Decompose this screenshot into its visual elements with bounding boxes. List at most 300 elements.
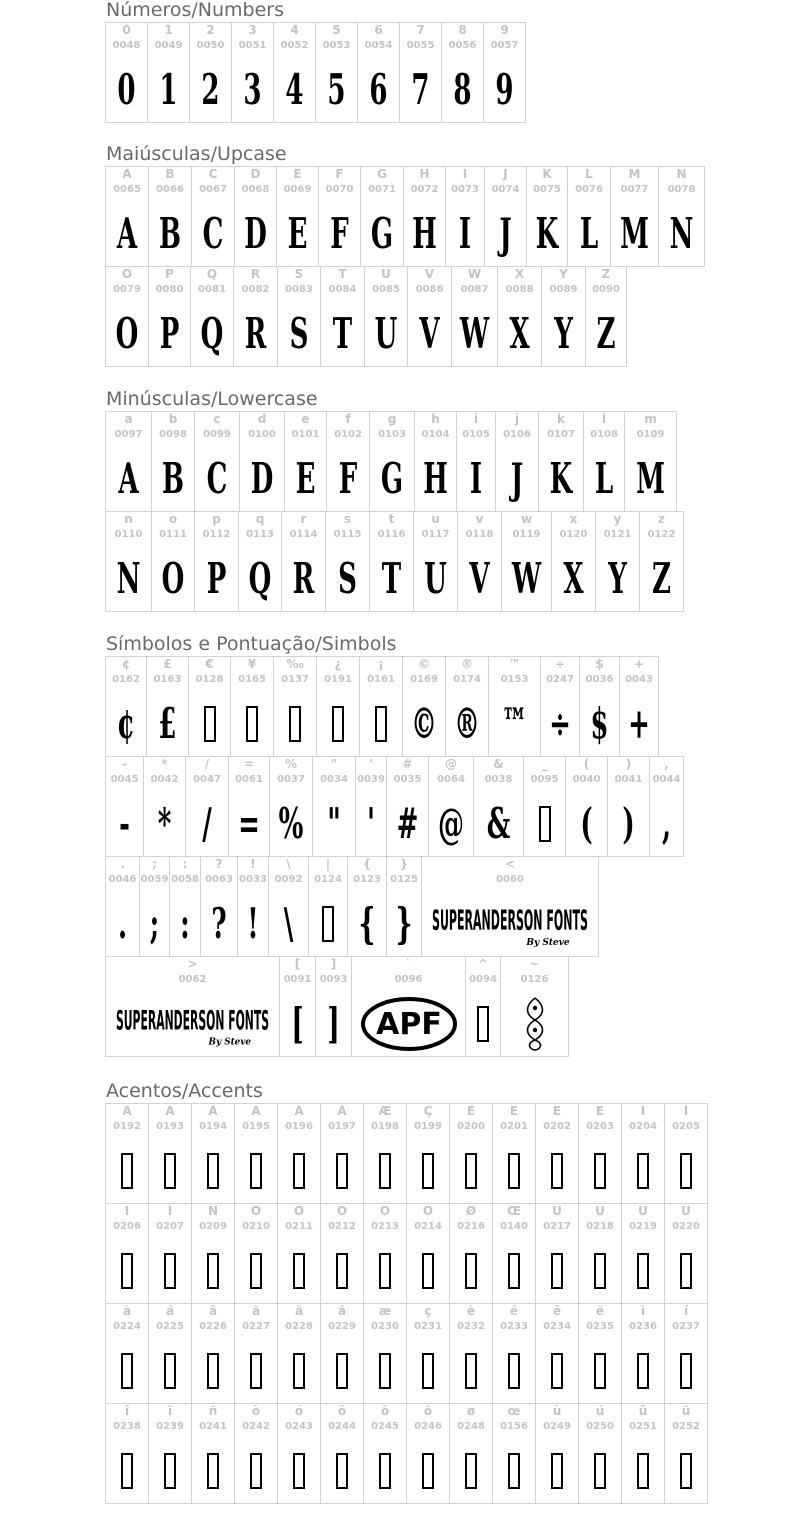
glyph-sample: Q xyxy=(248,554,272,603)
glyph-sample: O xyxy=(161,554,185,603)
missing-glyph-box-shape xyxy=(293,1253,305,1289)
glyph-code-label: 0244 xyxy=(328,1421,356,1432)
glyph-sample: U xyxy=(374,309,398,358)
glyph-cell xyxy=(445,656,489,757)
glyph-cell xyxy=(139,856,170,957)
missing-glyph-box-shape xyxy=(551,1453,563,1489)
glyph-character-label: i xyxy=(473,413,479,426)
glyph-character-label: H xyxy=(419,168,430,181)
glyph-code-label: 0075 xyxy=(533,184,561,195)
missing-glyph-box xyxy=(149,1442,191,1500)
glyph-sample: ; xyxy=(149,899,160,948)
glyph-code-label: 0217 xyxy=(543,1221,571,1232)
glyph-code-label: 0201 xyxy=(500,1121,528,1132)
glyph-sample: { xyxy=(358,899,376,948)
missing-glyph-box-shape xyxy=(121,1353,133,1389)
glyph-code-label: 0080 xyxy=(155,284,184,295)
glyph-cell xyxy=(664,1203,708,1304)
missing-glyph-box-shape xyxy=(680,1353,692,1389)
svg-text:By Steve: By Steve xyxy=(526,938,570,948)
glyph-sample: 7 xyxy=(411,65,430,114)
glyph-code-label: 0116 xyxy=(377,529,406,540)
missing-glyph-box-shape xyxy=(164,1453,176,1489)
glyph-character-label: c xyxy=(213,413,221,426)
glyph-character-label: ¿ xyxy=(334,658,342,671)
missing-glyph-box-shape xyxy=(250,1153,262,1189)
missing-glyph-box-shape xyxy=(680,1253,692,1289)
glyph-code-label: 0054 xyxy=(364,40,393,51)
glyph-cell xyxy=(185,756,229,857)
glyph-code-label: 0249 xyxy=(543,1421,571,1432)
glyph-cell xyxy=(326,411,370,512)
glyph-character-label: M xyxy=(628,168,641,181)
glyph-cell xyxy=(567,166,611,267)
glyph-character-label: f xyxy=(345,413,351,426)
missing-glyph-box-shape xyxy=(422,1353,434,1389)
glyph-cell xyxy=(456,411,496,512)
glyph-cell xyxy=(457,511,502,612)
glyph-cell xyxy=(535,1403,579,1504)
glyph-character-label: Ù xyxy=(552,1205,562,1218)
glyph-character-label: Ú xyxy=(595,1205,605,1218)
glyph-sample: L xyxy=(579,209,599,258)
glyph-cell xyxy=(269,756,313,857)
glyph-code-label: 0161 xyxy=(367,674,395,685)
glyph-code-label: 0043 xyxy=(625,674,653,685)
glyph-sample: J xyxy=(510,454,524,503)
missing-glyph-box xyxy=(321,1442,363,1500)
glyph-cell xyxy=(621,1303,665,1404)
glyph-code-label: 0109 xyxy=(636,429,665,440)
glyph-cell xyxy=(578,1303,622,1404)
glyph-code-label: 0243 xyxy=(285,1421,313,1432)
glyph-character-label: ~ xyxy=(529,958,540,971)
missing-glyph-box xyxy=(579,1442,621,1500)
glyph-character-label: l xyxy=(601,413,607,426)
glyph-code-label: 0196 xyxy=(285,1121,313,1132)
glyph-code-label: 0052 xyxy=(280,40,309,51)
glyph-character-label: E xyxy=(293,168,302,181)
glyph-sample: " xyxy=(327,799,341,848)
glyph-code-label: 0082 xyxy=(241,284,270,295)
glyph-code-label: 0214 xyxy=(414,1221,442,1232)
glyph-cell xyxy=(483,22,526,123)
glyph-character-label: " xyxy=(330,758,338,771)
glyph-sample: 3 xyxy=(243,65,262,114)
glyph-cell xyxy=(465,956,501,1057)
glyph-character-label: î xyxy=(124,1405,130,1418)
missing-glyph-box xyxy=(192,1442,234,1500)
glyph-cell xyxy=(484,166,527,267)
glyph-sample: 0 xyxy=(117,65,136,114)
glyph-sample: P xyxy=(159,309,180,358)
glyph-character-label: À xyxy=(122,1105,132,1118)
glyph-row xyxy=(105,856,683,957)
glyph-code-label: 0037 xyxy=(277,774,305,785)
missing-glyph-box-shape xyxy=(551,1353,563,1389)
glyph-code-label: 0230 xyxy=(371,1321,399,1332)
glyph-character-label: } xyxy=(399,858,409,871)
glyph-cell xyxy=(351,956,466,1057)
glyph-code-label: 0041 xyxy=(614,774,643,785)
glyph-cell xyxy=(523,756,566,857)
glyph-character-label: ü xyxy=(681,1405,691,1418)
glyph-cell xyxy=(406,1203,450,1304)
glyph-code-label: 0095 xyxy=(530,774,559,785)
glyph-cell xyxy=(105,266,149,367)
glyph-code-label: 0099 xyxy=(203,429,231,440)
glyph-cell xyxy=(441,22,484,123)
glyph-character-label: J xyxy=(503,168,508,181)
glyph-code-label: 0035 xyxy=(393,774,422,785)
glyph-cell xyxy=(151,411,195,512)
missing-glyph-box-shape xyxy=(551,1253,563,1289)
missing-glyph-box-shape xyxy=(207,1253,219,1289)
glyph-sample: 6 xyxy=(369,65,388,114)
missing-glyph-box-shape xyxy=(293,1453,305,1489)
glyph-character-label: z xyxy=(658,513,665,526)
glyph-character-label: ú xyxy=(595,1405,605,1418)
glyph-code-label: 0252 xyxy=(672,1421,700,1432)
missing-glyph-box-shape xyxy=(379,1253,391,1289)
missing-glyph-box-shape xyxy=(164,1153,176,1189)
glyph-code-label: 0193 xyxy=(156,1121,184,1132)
glyph-sample: D xyxy=(250,454,274,503)
glyph-sample: @ xyxy=(437,799,465,848)
glyph-character-label: Œ xyxy=(506,1205,521,1218)
glyph-code-label: 0120 xyxy=(559,529,588,540)
missing-glyph-box xyxy=(235,1342,277,1400)
section-title-numbers: Números/Numbers xyxy=(106,0,284,21)
glyph-sample: F xyxy=(338,454,358,503)
glyph-code-label: 0162 xyxy=(112,674,140,685)
glyph-character-label: m xyxy=(644,413,657,426)
glyph-cell xyxy=(624,411,677,512)
glyph-character-label: , xyxy=(664,758,669,771)
missing-glyph-box xyxy=(149,1342,191,1400)
glyph-cell xyxy=(578,1203,622,1304)
glyph-sample: + xyxy=(628,699,650,748)
glyph-cell xyxy=(363,1403,407,1504)
glyph-character-label: U xyxy=(381,268,391,281)
glyph-sample: [ xyxy=(291,999,304,1048)
glyph-character-label: 3 xyxy=(248,24,257,37)
glyph-character-label: : xyxy=(182,858,188,871)
glyph-cell xyxy=(399,22,442,123)
glyph-character-label: õ xyxy=(380,1405,390,1418)
glyph-code-label: 0220 xyxy=(672,1221,700,1232)
glyph-code-label: 0072 xyxy=(410,184,439,195)
glyph-sample: - xyxy=(119,799,130,848)
glyph-character-label: Ä xyxy=(294,1105,304,1118)
glyph-sample: T xyxy=(332,309,353,358)
glyph-character-label: o xyxy=(168,513,178,526)
missing-glyph-box xyxy=(360,695,402,753)
missing-glyph-box-shape xyxy=(250,1253,262,1289)
glyph-character-label: Ë xyxy=(595,1105,605,1118)
glyph-sample: C xyxy=(206,454,228,503)
missing-glyph-box xyxy=(407,1442,449,1500)
glyph-sample: C xyxy=(202,209,224,258)
glyph-character-label: Á xyxy=(165,1105,175,1118)
missing-glyph-box xyxy=(493,1442,535,1500)
glyph-code-label: 0087 xyxy=(460,284,489,295)
glyph-cell xyxy=(621,1403,665,1504)
glyph-cell xyxy=(619,656,659,757)
glyph-code-label: 0059 xyxy=(140,874,169,885)
glyph-code-label: 0216 xyxy=(457,1221,485,1232)
glyph-code-label: 0137 xyxy=(281,674,309,685)
glyph-code-label: 0237 xyxy=(672,1321,700,1332)
glyph-cell xyxy=(318,166,361,267)
glyph-sample: R xyxy=(244,309,267,358)
glyph-code-label: 0042 xyxy=(150,774,179,785)
missing-glyph-box-shape xyxy=(121,1453,133,1489)
glyph-code-label: 0204 xyxy=(629,1121,657,1132)
glyph-row xyxy=(105,756,683,857)
glyph-code-label: 0065 xyxy=(113,184,141,195)
missing-glyph-box xyxy=(622,1142,664,1200)
missing-glyph-box xyxy=(149,1242,191,1300)
glyph-cell xyxy=(320,1103,364,1204)
glyph-cell xyxy=(578,1403,622,1504)
glyph-character-label: @ xyxy=(445,758,457,771)
glyph-sample: & xyxy=(486,799,511,848)
missing-glyph-box-shape xyxy=(637,1253,649,1289)
glyph-character-label: + xyxy=(633,658,645,671)
glyph-cell xyxy=(357,22,400,123)
glyph-cell xyxy=(277,1303,321,1404)
glyph-code-label: 0100 xyxy=(248,429,276,440)
glyph-character-label: ‰ xyxy=(286,658,304,671)
glyph-cell xyxy=(105,756,144,857)
glyph-cell xyxy=(363,1203,407,1304)
glyph-cell xyxy=(541,266,586,367)
glyph-sample: ! xyxy=(247,899,259,948)
glyph-sample: G xyxy=(370,209,394,258)
missing-glyph-box-shape xyxy=(336,1353,348,1389)
glyph-sample: S xyxy=(338,554,357,603)
glyph-character-label: a xyxy=(124,413,133,426)
glyph-code-label: 0125 xyxy=(390,874,418,885)
missing-glyph-box-shape xyxy=(477,1006,489,1042)
glyph-cell xyxy=(233,266,278,367)
glyph-character-label: * xyxy=(161,758,168,771)
missing-glyph-box xyxy=(450,1442,492,1500)
missing-glyph-box xyxy=(524,795,565,853)
glyph-character-label: Ì xyxy=(640,1105,646,1118)
missing-glyph-box-shape xyxy=(332,706,344,742)
glyph-cell xyxy=(621,1203,665,1304)
missing-glyph-box-shape xyxy=(508,1453,520,1489)
glyph-row xyxy=(105,511,683,612)
glyph-cell xyxy=(449,1203,493,1304)
glyph-character-label: ) xyxy=(625,758,632,771)
glyph-code-label: 0073 xyxy=(451,184,479,195)
glyph-character-label: à xyxy=(122,1305,132,1318)
glyph-cell xyxy=(320,1403,364,1504)
glyph-character-label: [ xyxy=(294,958,301,971)
grid-upcase xyxy=(105,166,704,366)
glyph-sample: ® xyxy=(453,699,481,748)
glyph-code-label: 0248 xyxy=(457,1421,485,1432)
glyph-sample: ) xyxy=(622,799,635,848)
glyph-code-label: 0084 xyxy=(328,284,357,295)
glyph-character-label: Ô xyxy=(336,1205,348,1218)
missing-glyph-box xyxy=(274,695,316,753)
glyph-cell xyxy=(320,1303,364,1404)
glyph-code-label: 0229 xyxy=(328,1321,356,1332)
glyph-character-label: L xyxy=(585,168,593,181)
glyph-code-label: 0034 xyxy=(320,774,348,785)
glyph-sample: ] xyxy=(327,999,340,1048)
glyph-sample: T xyxy=(381,554,402,603)
glyph-code-label: 0207 xyxy=(156,1221,184,1232)
glyph-sample: . xyxy=(117,899,128,948)
glyph-code-label: 0247 xyxy=(546,674,574,685)
glyph-character-label: 0 xyxy=(122,24,131,37)
glyph-cell xyxy=(148,1103,192,1204)
glyph-sample: O xyxy=(115,309,139,358)
glyph-character-label: ï xyxy=(167,1405,173,1418)
glyph-character-label: K xyxy=(542,168,552,181)
missing-glyph-box xyxy=(579,1242,621,1300)
glyph-character-label: = xyxy=(243,758,255,771)
glyph-character-label: d xyxy=(257,413,267,426)
glyph-character-label: e xyxy=(301,413,310,426)
missing-glyph-box-shape xyxy=(250,1453,262,1489)
glyph-code-label: 0047 xyxy=(193,774,221,785)
glyph-code-label: 0218 xyxy=(586,1221,614,1232)
missing-glyph-box-shape xyxy=(465,1453,477,1489)
glyph-cell xyxy=(579,656,620,757)
glyph-cell xyxy=(151,511,195,612)
glyph-character-label: È xyxy=(466,1105,476,1118)
glyph-character-label: W xyxy=(467,268,482,281)
glyph-code-label: 0236 xyxy=(629,1321,657,1332)
svg-text:By Steve: By Steve xyxy=(208,1037,252,1048)
glyph-code-label: 0088 xyxy=(505,284,534,295)
glyph-code-label: 0081 xyxy=(198,284,226,295)
glyph-code-label: 0066 xyxy=(156,184,184,195)
glyph-code-label: 0040 xyxy=(572,774,601,785)
glyph-cell xyxy=(347,856,387,957)
glyph-cell xyxy=(621,1103,665,1204)
glyph-code-label: 0045 xyxy=(110,774,139,785)
missing-glyph-box-shape xyxy=(336,1153,348,1189)
glyph-cell xyxy=(200,856,238,957)
glyph-code-label: 0245 xyxy=(371,1421,399,1432)
glyph-cell xyxy=(105,511,152,612)
glyph-code-label: 0033 xyxy=(239,874,267,885)
glyph-code-label: 0241 xyxy=(199,1421,227,1432)
glyph-cell xyxy=(325,511,370,612)
glyph-cell xyxy=(231,22,274,123)
missing-glyph-box xyxy=(192,1142,234,1200)
glyph-code-label: 0063 xyxy=(205,874,233,885)
missing-glyph-box xyxy=(579,1342,621,1400)
glyph-character-label: è xyxy=(466,1305,476,1318)
glyph-sample: I xyxy=(458,209,472,258)
glyph-character-label: G xyxy=(377,168,387,181)
glyph-cell xyxy=(607,756,650,857)
glyph-sample: £ xyxy=(158,699,177,748)
missing-glyph-box xyxy=(665,1142,707,1200)
glyph-character-label: Î xyxy=(124,1205,130,1218)
glyph-character-label: C xyxy=(208,168,218,181)
glyph-sample: S xyxy=(289,309,309,358)
glyph-character-label: ' xyxy=(369,758,373,771)
glyph-sample: J xyxy=(499,209,512,258)
missing-glyph-box xyxy=(235,1242,277,1300)
missing-glyph-box-shape xyxy=(164,1353,176,1389)
missing-glyph-box xyxy=(278,1342,320,1400)
glyph-code-label: 0163 xyxy=(153,674,182,685)
glyph-sample: ' xyxy=(367,799,375,848)
glyph-code-label: 0251 xyxy=(629,1421,657,1432)
glyph-character-label: k xyxy=(557,413,565,426)
glyph-cell xyxy=(239,411,285,512)
glyph-cell xyxy=(664,1403,708,1504)
missing-glyph-box xyxy=(309,895,347,953)
glyph-code-label: 0123 xyxy=(353,874,381,885)
glyph-character-label: Ï xyxy=(167,1205,173,1218)
glyph-sample: \ xyxy=(283,899,294,948)
glyph-cell xyxy=(105,856,140,957)
glyph-cell xyxy=(284,411,327,512)
superanderson-fonts-logo xyxy=(106,995,279,1053)
glyph-code-label: 0058 xyxy=(171,874,199,885)
glyph-character-label: Ü xyxy=(681,1205,691,1218)
glyph-cell xyxy=(497,266,542,367)
glyph-cell xyxy=(451,266,498,367)
glyph-code-label: 0096 xyxy=(394,974,423,985)
glyph-sample: $ xyxy=(590,699,609,748)
glyph-cell xyxy=(386,856,422,957)
glyph-code-label: 0233 xyxy=(500,1321,528,1332)
missing-glyph-box xyxy=(579,1142,621,1200)
glyph-cell xyxy=(492,1303,536,1404)
missing-glyph-box xyxy=(106,1442,148,1500)
glyph-character-label: 4 xyxy=(290,24,299,37)
glyph-character-label: % xyxy=(284,758,298,771)
glyph-cell xyxy=(105,1403,149,1504)
glyph-sample: G xyxy=(380,454,404,503)
glyph-cell xyxy=(406,1103,450,1204)
missing-glyph-box xyxy=(665,1342,707,1400)
missing-glyph-box-shape xyxy=(680,1153,692,1189)
glyph-cell xyxy=(105,1203,149,1304)
missing-glyph-box xyxy=(321,1142,363,1200)
glyph-sample: } xyxy=(395,899,413,948)
glyph-code-label: 0227 xyxy=(242,1321,270,1332)
glyph-code-label: 0044 xyxy=(652,774,681,785)
missing-glyph-box xyxy=(493,1342,535,1400)
missing-glyph-box xyxy=(665,1442,707,1500)
glyph-character-label: n xyxy=(124,513,133,526)
glyph-character-label: ä xyxy=(294,1305,304,1318)
missing-glyph-box xyxy=(106,1242,148,1300)
glyph-cell xyxy=(403,166,446,267)
glyph-character-label: Ò xyxy=(250,1205,262,1218)
glyph-character-label: Ó xyxy=(293,1205,305,1218)
glyph-sample: N xyxy=(116,554,141,603)
glyph-code-label: 0071 xyxy=(368,184,396,195)
missing-glyph-box-shape xyxy=(246,706,258,742)
missing-glyph-box-shape xyxy=(594,1453,606,1489)
glyph-character-label: b xyxy=(168,413,178,426)
glyph-cell xyxy=(191,1403,235,1504)
